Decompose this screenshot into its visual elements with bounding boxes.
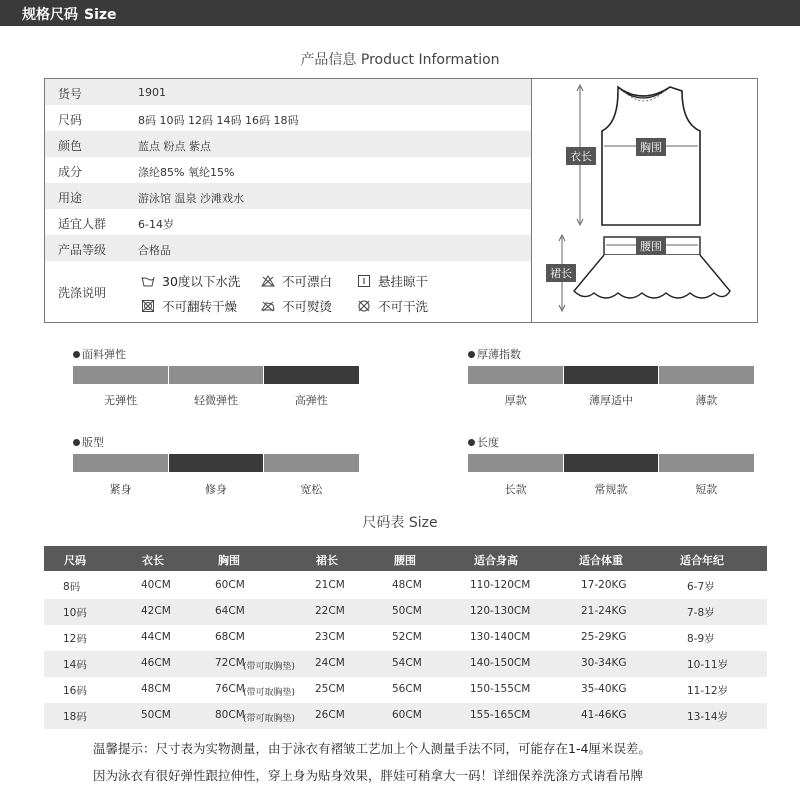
info-label: 用途 bbox=[58, 191, 83, 205]
header-cell: 衣长 bbox=[142, 554, 164, 567]
no-tumble-dry-icon bbox=[141, 300, 155, 312]
table-row bbox=[44, 599, 767, 625]
table-cell-chest: 64CM bbox=[215, 605, 245, 617]
indicator-labels bbox=[73, 392, 359, 408]
washtub-icon bbox=[141, 275, 155, 287]
care-text: 不可漂白 bbox=[282, 274, 333, 289]
bullet-icon bbox=[468, 439, 475, 446]
header-cell: 裙长 bbox=[316, 554, 338, 567]
table-cell-age: 11-12岁 bbox=[687, 685, 729, 697]
indicator-title-text: 面料弹性 bbox=[82, 348, 126, 361]
info-label: 尺码 bbox=[58, 113, 83, 127]
indicator-segment bbox=[73, 366, 168, 384]
bullet-icon bbox=[73, 439, 80, 446]
table-cell-size: 10码 bbox=[63, 607, 87, 619]
table-cell-chest: 60CM bbox=[215, 579, 245, 591]
table-cell-skirt: 23CM bbox=[315, 631, 345, 643]
table-cell-size: 14码 bbox=[63, 659, 87, 671]
indicator-labels bbox=[468, 392, 754, 408]
care-item bbox=[357, 297, 428, 315]
indicator-option: 薄厚适中 bbox=[588, 394, 633, 407]
care-text: 不可熨烫 bbox=[282, 299, 333, 314]
info-value: 蓝点 粉点 紫点 bbox=[138, 140, 211, 153]
header-cell: 适合体重 bbox=[579, 554, 623, 567]
care-item bbox=[261, 297, 332, 315]
indicator-option: 宽松 bbox=[300, 483, 323, 496]
table-cell-skirt: 21CM bbox=[315, 579, 345, 591]
table-cell-weight: 41-46KG bbox=[581, 709, 627, 721]
indicator-segment bbox=[468, 366, 563, 384]
table-cell-length: 50CM bbox=[141, 709, 171, 721]
indicator-segment bbox=[468, 454, 563, 472]
table-cell-weight: 35-40KG bbox=[581, 683, 627, 695]
chest-pad-note: (带可取胸垫) bbox=[243, 688, 296, 698]
table-cell-waist: 48CM bbox=[392, 579, 422, 591]
indicator-title bbox=[468, 346, 521, 362]
header-cell: 腰围 bbox=[394, 554, 416, 567]
table-cell-waist: 56CM bbox=[392, 683, 422, 695]
indicator-option: 修身 bbox=[204, 483, 227, 496]
header-title-cn: 规格尺码 bbox=[22, 7, 78, 23]
indicator-option: 厚款 bbox=[504, 394, 527, 407]
care-text: 悬挂晾干 bbox=[378, 274, 429, 289]
chest-pad-note: (带可取胸垫) bbox=[243, 714, 296, 724]
info-row bbox=[45, 209, 531, 235]
indicator-title-text: 厚薄指数 bbox=[477, 348, 521, 361]
indicator-segment bbox=[564, 366, 659, 384]
table-cell-length: 42CM bbox=[141, 605, 171, 617]
info-row bbox=[45, 235, 531, 261]
indicator-title bbox=[73, 434, 104, 450]
indicator-option: 常规款 bbox=[594, 483, 628, 496]
table-row bbox=[44, 677, 767, 703]
care-item bbox=[141, 297, 237, 315]
indicator-option: 轻微弹性 bbox=[193, 394, 238, 407]
info-row bbox=[45, 131, 531, 157]
info-value: 游泳馆 温泉 沙滩戏水 bbox=[138, 192, 244, 205]
table-cell-size: 18码 bbox=[63, 711, 87, 723]
table-cell-height: 110-120CM bbox=[470, 579, 531, 591]
indicator-bar bbox=[73, 454, 359, 472]
header-cell: 胸围 bbox=[218, 554, 240, 567]
no-iron-icon bbox=[261, 300, 275, 312]
bullet-icon bbox=[468, 351, 475, 358]
indicator-segment bbox=[264, 366, 359, 384]
table-cell-waist: 50CM bbox=[392, 605, 422, 617]
header-cell: 适合身高 bbox=[474, 554, 518, 567]
table-cell-length: 46CM bbox=[141, 657, 171, 669]
table-row bbox=[44, 651, 767, 677]
care-item bbox=[261, 272, 332, 290]
indicator-bar bbox=[73, 366, 359, 384]
no-bleach-icon bbox=[261, 275, 275, 287]
care-text: 30度以下水洗 bbox=[162, 274, 241, 289]
indicator-segment bbox=[564, 454, 659, 472]
waist-label: 腰围 bbox=[636, 237, 666, 255]
info-value: 1901 bbox=[138, 86, 166, 99]
footnote-line-2: 因为泳衣有很好弹性跟拉伸性，穿上身为贴身效果，胖娃可稍拿大一码！详细保养洗涤方式请看吊牌 bbox=[93, 768, 644, 783]
table-cell-age: 6-7岁 bbox=[687, 581, 715, 593]
info-row bbox=[45, 157, 531, 183]
table-cell-size: 12码 bbox=[63, 633, 87, 645]
indicator-segment bbox=[659, 454, 754, 472]
info-row bbox=[45, 105, 531, 131]
indicator-title bbox=[73, 346, 126, 362]
table-cell-height: 140-150CM bbox=[470, 657, 531, 669]
info-label: 货号 bbox=[58, 87, 83, 101]
table-cell-length: 40CM bbox=[141, 579, 171, 591]
table-cell-age: 13-14岁 bbox=[687, 711, 729, 723]
table-cell-chest: 80CM bbox=[215, 709, 245, 721]
header-cell: 适合年纪 bbox=[680, 554, 724, 567]
indicator-segment bbox=[169, 454, 264, 472]
table-cell-weight: 21-24KG bbox=[581, 605, 627, 617]
table-cell-skirt: 24CM bbox=[315, 657, 345, 669]
table-cell-waist: 52CM bbox=[392, 631, 422, 643]
top-length-label: 衣长 bbox=[566, 147, 596, 165]
table-cell-skirt: 25CM bbox=[315, 683, 345, 695]
table-row bbox=[44, 703, 767, 729]
indicator-option: 薄款 bbox=[695, 394, 718, 407]
table-cell-weight: 25-29KG bbox=[581, 631, 627, 643]
table-cell-height: 150-155CM bbox=[470, 683, 531, 695]
indicator-title-text: 长度 bbox=[477, 436, 499, 449]
care-text: 不可干洗 bbox=[378, 299, 429, 314]
table-cell-height: 130-140CM bbox=[470, 631, 531, 643]
care-label: 洗涤说明 bbox=[58, 286, 107, 300]
info-label: 成分 bbox=[58, 165, 83, 179]
care-item bbox=[357, 272, 428, 290]
table-cell-skirt: 22CM bbox=[315, 605, 345, 617]
info-value: 6-14岁 bbox=[138, 218, 174, 231]
table-row bbox=[44, 573, 767, 599]
table-cell-height: 155-165CM bbox=[470, 709, 531, 721]
indicator-option: 无弹性 bbox=[104, 394, 138, 407]
care-text: 不可翻转干燥 bbox=[162, 299, 238, 314]
table-cell-length: 44CM bbox=[141, 631, 171, 643]
header-cell: 尺码 bbox=[64, 554, 86, 567]
header-title bbox=[22, 4, 117, 24]
table-cell-height: 120-130CM bbox=[470, 605, 531, 617]
care-item bbox=[141, 272, 240, 290]
table-cell-size: 8码 bbox=[63, 581, 81, 593]
bullet-icon bbox=[73, 351, 80, 358]
table-cell-weight: 17-20KG bbox=[581, 579, 627, 591]
table-cell-age: 10-11岁 bbox=[687, 659, 729, 671]
indicator-option: 短款 bbox=[695, 483, 718, 496]
indicator-segment bbox=[169, 366, 264, 384]
header-bar bbox=[0, 0, 800, 26]
table-cell-age: 7-8岁 bbox=[687, 607, 715, 619]
indicator-bar bbox=[468, 454, 754, 472]
info-row bbox=[45, 79, 531, 105]
indicator-option: 高弹性 bbox=[294, 394, 328, 407]
table-cell-chest: 68CM bbox=[215, 631, 245, 643]
indicator-segment bbox=[659, 366, 754, 384]
header-title-en: Size bbox=[84, 7, 117, 23]
chest-pad-note: (带可取胸垫) bbox=[243, 662, 296, 672]
indicator-labels bbox=[73, 481, 359, 497]
indicator-title-text: 版型 bbox=[82, 436, 104, 449]
table-cell-waist: 60CM bbox=[392, 709, 422, 721]
footnote-line-1: 温馨提示：尺寸表为实物测量，由于泳衣有褶皱工艺加上个人测量手法不同，可能存在1-4厘米误差。 bbox=[93, 741, 651, 756]
table-cell-waist: 54CM bbox=[392, 657, 422, 669]
info-value: 涤纶85% 氧纶15% bbox=[138, 166, 235, 179]
table-cell-weight: 30-34KG bbox=[581, 657, 627, 669]
info-label: 颜色 bbox=[58, 139, 83, 153]
info-row bbox=[45, 183, 531, 209]
indicator-labels bbox=[468, 481, 754, 497]
hang-dry-icon bbox=[357, 275, 371, 287]
table-cell-length: 48CM bbox=[141, 683, 171, 695]
product-info-table bbox=[44, 78, 532, 323]
indicator-title bbox=[468, 434, 499, 450]
indicator-bar bbox=[468, 366, 754, 384]
garment-drawing bbox=[532, 79, 757, 322]
table-cell-size: 16码 bbox=[63, 685, 87, 697]
info-value: 合格品 bbox=[138, 244, 171, 257]
table-cell-age: 8-9岁 bbox=[687, 633, 715, 645]
skirt-length-label: 裙长 bbox=[546, 264, 576, 282]
product-info-title: 产品信息 Product Information bbox=[300, 52, 500, 68]
garment-figure bbox=[531, 78, 758, 323]
table-cell-chest: 76CM bbox=[215, 683, 245, 695]
info-label: 产品等级 bbox=[58, 243, 107, 257]
indicator-segment bbox=[73, 454, 168, 472]
table-row bbox=[44, 625, 767, 651]
table-cell-skirt: 26CM bbox=[315, 709, 345, 721]
indicator-option: 紧身 bbox=[109, 483, 132, 496]
indicator-option: 长款 bbox=[504, 483, 527, 496]
no-dry-clean-icon bbox=[357, 300, 371, 312]
table-cell-chest: 72CM bbox=[215, 657, 245, 669]
size-table-header bbox=[44, 546, 767, 571]
chest-label: 胸围 bbox=[636, 138, 666, 156]
size-table-title: 尺码表 Size bbox=[362, 515, 438, 531]
indicator-segment bbox=[264, 454, 359, 472]
info-label: 适宜人群 bbox=[58, 217, 107, 231]
info-value: 8码 10码 12码 14码 16码 18码 bbox=[138, 114, 299, 127]
